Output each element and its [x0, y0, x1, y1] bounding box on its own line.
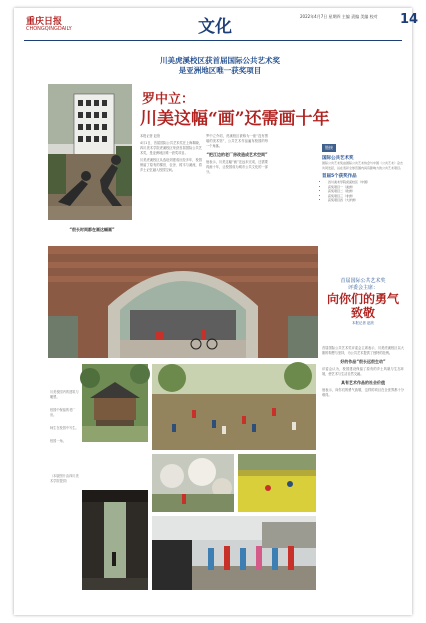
lead-subhead-1: “很长时间都在画这幅画” [69, 227, 115, 232]
photo-pavilion [82, 364, 148, 442]
list-item: • 获奖项目三（非洲） [328, 194, 404, 199]
sidebar-award-list [322, 180, 404, 203]
lead-photo-building [48, 84, 132, 220]
sidebar-text-1: 国际公共艺术奖由国际公共艺术协会与中国《公共艺术》杂志共同发起，旨在表彰全球范围内具有影响力的公共艺术项目。 [322, 161, 404, 170]
lead-headline-main: 川美这幅“画”还需画十年 [140, 109, 330, 129]
lead-body-col-2 [206, 134, 268, 238]
lead-para-4: 他表示，川美这幅“画”还远未完成，还需要再画十年，让校园成为城市公共文化的一部分。 [206, 160, 268, 174]
lead-subhead-2: “把江边的老厂房改造成艺术空间” [206, 152, 268, 157]
caption-credit: （本版图片由四川美术学院提供） [50, 474, 79, 483]
photo-rapeseed [238, 454, 316, 512]
lead-kicker-line2: 是亚洲地区唯一获奖项目 [178, 66, 262, 75]
right-para-3: 他表示，向你们的勇气致敬，这样的项目在全世界都十分难得。 [322, 388, 404, 397]
photo-corridor [82, 490, 148, 590]
lead-body-col-1 [140, 134, 202, 238]
right-subhead-2: 具有艺术作品的社会价值 [341, 380, 385, 385]
list-item: • 获奖项目四（大洋洲） [328, 198, 404, 203]
masthead-logo: 重庆日报 [26, 17, 63, 27]
lead-headline-top: 罗中立： [142, 92, 195, 107]
right-subhead-1: 好的作品“很长远很生动” [340, 359, 386, 364]
masthead-logo-en: CHONGQINGDAILY [26, 26, 72, 32]
page-number: 14 [400, 12, 419, 27]
right-byline: 本报记者 赵欣 [351, 321, 375, 325]
caption-4: 校园一角。 [50, 439, 66, 443]
right-kicker-2: 评委会主席： [347, 285, 378, 291]
list-item: • 获奖项目一（美洲） [328, 185, 404, 190]
lead-byline: 本报记者 赵欣 [140, 134, 161, 138]
sidebar-tag: 链接 [322, 144, 336, 152]
lead-para-2: 川美虎溪校区从选址到建成历经多年，校园保留了原有的梯田、农舍、树木与溪流，将乡土记忆融入校园空间。 [140, 158, 202, 172]
right-kicker-1: 首届国际公共艺术奖 [340, 278, 386, 284]
list-item: • 获奖项目二（欧洲） [328, 189, 404, 194]
right-para-1: 首届国际公共艺术奖评委会主席表示，川美虎溪校区以大胆的构想与坚持，为公共艺术提供了独特的范例。 [322, 346, 404, 355]
lead-para-1: 4月1日，首届国际公共艺术奖在上海揭晓，四川美术学院虎溪校区荣获首届国际公共艺术奖，是亚洲地区唯一获奖项目。 [140, 141, 202, 155]
lead-body-subhead-area [48, 224, 136, 238]
caption-1: 川美校园内的建筑与雕塑。 [50, 390, 79, 399]
masthead-rule [24, 40, 402, 41]
right-story-body [322, 346, 404, 604]
left-captions [50, 390, 80, 590]
caption-3: 师生在校园中写生。 [50, 426, 79, 430]
caption-2: 校园中保留的老厂房。 [50, 408, 76, 417]
photo-performers [152, 516, 316, 590]
lead-para-3: 罗中立介绍，虎溪校区被称为一座“没有围墙的美术馆”，公共艺术作品遍布校园的每一个角落。 [206, 134, 268, 148]
right-story-head [322, 278, 404, 327]
list-item: • 四川美术学院虎溪校区（中国） [328, 180, 404, 185]
photo-students-sketching [152, 364, 316, 450]
right-headline: 向你们的勇气致敬 [326, 292, 399, 320]
sidebar-head-1: 国际公共艺术奖 [322, 156, 354, 161]
dateline: 2022年4月7日 星期四 主编 责编 美编 校对 [300, 14, 378, 19]
sidebar [322, 134, 404, 246]
sidebar-head-2: 首届5个获奖作品 [322, 174, 357, 179]
lead-kicker [110, 56, 330, 76]
section-title: 文化 [198, 17, 232, 37]
photo-flowers [152, 454, 234, 512]
right-para-2: 评委会认为，校园建设保留了原有的乡土风貌与生态环境，使艺术与生活自然交融。 [322, 367, 404, 376]
photo-brick-arch [48, 246, 318, 358]
lead-kicker-line1: 川美虎溪校区获首届国际公共艺术奖 [160, 56, 280, 65]
newspaper-page [14, 8, 419, 615]
